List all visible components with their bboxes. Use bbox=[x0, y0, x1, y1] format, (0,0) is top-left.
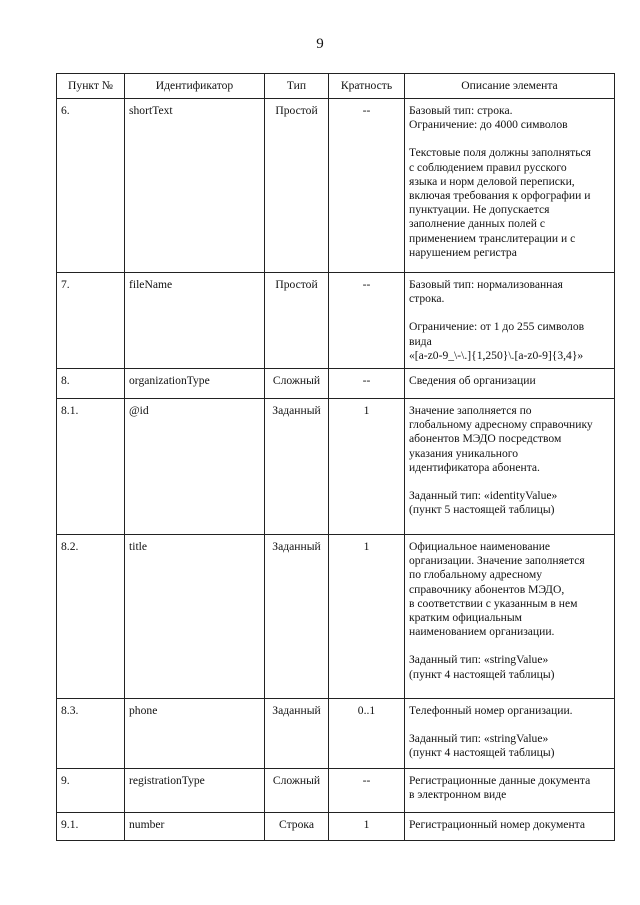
table-row bbox=[57, 535, 615, 699]
table-header-row bbox=[57, 74, 615, 99]
item-number-cell: 8.1. bbox=[57, 399, 125, 535]
header-description: Описание элемента bbox=[405, 74, 615, 99]
identifier-cell: @id bbox=[125, 399, 265, 535]
table-row bbox=[57, 699, 615, 769]
multiplicity-cell: 0..1 bbox=[329, 699, 405, 769]
description-paragraph: Сведения об организации bbox=[409, 374, 536, 388]
multiplicity-cell: -- bbox=[329, 769, 405, 813]
description-paragraph: Базовый тип: строка. Ограничение: до 4000 символов bbox=[409, 104, 568, 132]
page-number: 9 bbox=[316, 36, 324, 52]
item-number-cell: 8.3. bbox=[57, 699, 125, 769]
item-number-cell: 8. bbox=[57, 369, 125, 399]
table-row bbox=[57, 369, 615, 399]
element-spec-table bbox=[56, 73, 615, 841]
description-cell bbox=[405, 399, 615, 535]
description-cell bbox=[405, 369, 615, 399]
description-paragraph: Регистрационные данные документа в электронном виде bbox=[409, 774, 591, 802]
identifier-cell: title bbox=[125, 535, 265, 699]
identifier-cell: fileName bbox=[125, 273, 265, 369]
table-row bbox=[57, 273, 615, 369]
multiplicity-cell: -- bbox=[329, 273, 405, 369]
type-cell: Простой bbox=[265, 99, 329, 273]
header-identifier: Идентификатор bbox=[125, 74, 265, 99]
description-cell bbox=[405, 813, 615, 841]
table-row bbox=[57, 99, 615, 273]
type-cell: Заданный bbox=[265, 399, 329, 535]
type-cell: Заданный bbox=[265, 535, 329, 699]
type-cell: Заданный bbox=[265, 699, 329, 769]
identifier-cell: registrationType bbox=[125, 769, 265, 813]
item-number-cell: 7. bbox=[57, 273, 125, 369]
item-number-cell: 8.2. bbox=[57, 535, 125, 699]
description-paragraph: Телефонный номер организации. bbox=[409, 704, 573, 718]
multiplicity-cell: 1 bbox=[329, 535, 405, 699]
description-cell bbox=[405, 99, 615, 273]
header-multiplicity: Кратность bbox=[329, 74, 405, 99]
multiplicity-cell: -- bbox=[329, 99, 405, 273]
description-cell bbox=[405, 769, 615, 813]
item-number-cell: 9. bbox=[57, 769, 125, 813]
item-number-cell: 6. bbox=[57, 99, 125, 273]
description-paragraph: Базовый тип: нормализованная строка. bbox=[409, 278, 563, 306]
multiplicity-cell: 1 bbox=[329, 813, 405, 841]
multiplicity-cell: -- bbox=[329, 369, 405, 399]
type-cell: Строка bbox=[265, 813, 329, 841]
table-row bbox=[57, 769, 615, 813]
description-paragraph: Ограничение: от 1 до 255 символов вида «[a-z0-9_\-\.]{1,250}\.[a-z0-9]{3,4}» bbox=[409, 320, 585, 362]
description-cell bbox=[405, 699, 615, 769]
type-cell: Сложный bbox=[265, 369, 329, 399]
table-row bbox=[57, 399, 615, 535]
header-item-number: Пункт № bbox=[57, 74, 125, 99]
identifier-cell: shortText bbox=[125, 99, 265, 273]
identifier-cell: organizationType bbox=[125, 369, 265, 399]
type-cell: Сложный bbox=[265, 769, 329, 813]
multiplicity-cell: 1 bbox=[329, 399, 405, 535]
description-paragraph: Официальное наименование организации. Значение заполняется по глобальному адресному справочнику абонентов МЭДО, в соответствии с указанным в нем кратким официальным наименованием организации. bbox=[409, 540, 585, 639]
identifier-cell: phone bbox=[125, 699, 265, 769]
description-cell bbox=[405, 273, 615, 369]
table-body bbox=[57, 99, 615, 841]
identifier-cell: number bbox=[125, 813, 265, 841]
description-paragraph: Заданный тип: «stringValue» (пункт 4 настоящей таблицы) bbox=[409, 732, 555, 760]
header-type: Тип bbox=[265, 74, 329, 99]
description-paragraph: Заданный тип: «identityValue» (пункт 5 настоящей таблицы) bbox=[409, 489, 558, 517]
type-cell: Простой bbox=[265, 273, 329, 369]
description-paragraph: Заданный тип: «stringValue» (пункт 4 настоящей таблицы) bbox=[409, 653, 555, 681]
item-number-cell: 9.1. bbox=[57, 813, 125, 841]
description-paragraph: Регистрационный номер документа bbox=[409, 818, 586, 832]
description-paragraph: Значение заполняется по глобальному адресному справочнику абонентов МЭДО посредством указания уникального идентификатора абонента. bbox=[409, 404, 593, 474]
description-cell bbox=[405, 535, 615, 699]
table-row bbox=[57, 813, 615, 841]
description-paragraph: Текстовые поля должны заполняться с соблюдением правил русского языка и норм деловой переписки, включая требования к орфографии и пунктуации. Не допускается заполнение данных полей с применением транслитерации и с нарушением регистра bbox=[409, 146, 591, 259]
